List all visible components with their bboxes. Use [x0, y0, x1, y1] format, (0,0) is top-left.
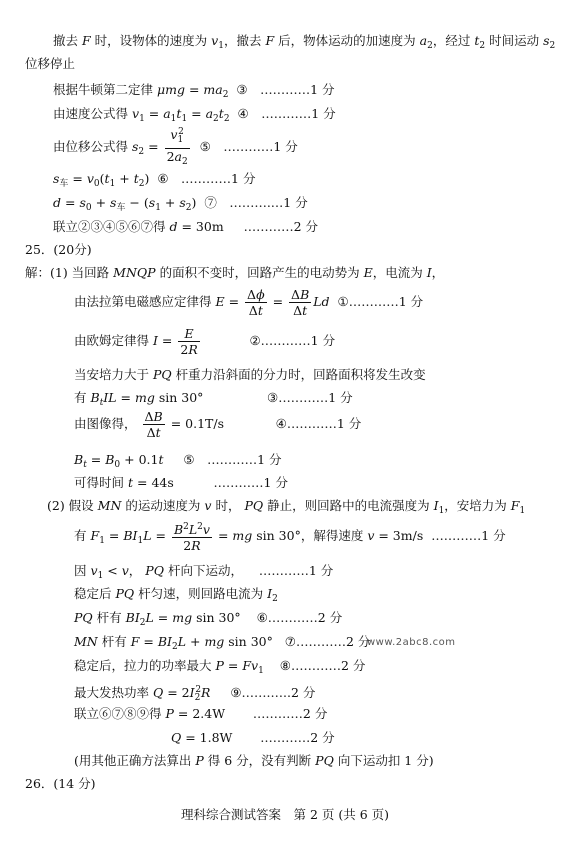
question-number [25, 242, 92, 258]
text-line: 可得时间 t = 44s …………1 分 [74, 475, 288, 490]
text: 由欧姆定律得 [74, 333, 150, 348]
text-line: Q = 1.8W …………2 分 [171, 730, 335, 745]
text: 的面积不变时，回路产生的电动势为 [159, 265, 360, 280]
text-line: $s_车 = v_0(t_1 + t_2)$ ⑥ …………1 分 [53, 171, 256, 189]
score-text: ⑧…………2 分 [279, 658, 366, 673]
text: 时，设物体的速度为 [94, 33, 208, 48]
text: (2) 假设 [47, 498, 94, 513]
text: 当安培力大于 [74, 367, 150, 382]
score-text: ⑤ …………1 分 [199, 139, 298, 154]
text: 有 [74, 390, 87, 405]
score-text: …………1 分 [431, 528, 506, 543]
text: 26．(14 分) [25, 776, 96, 791]
text: ，撤去 [223, 33, 262, 48]
watermark-text: www.2abc8.com [367, 637, 456, 648]
score-text: ⑥ …………1 分 [157, 171, 256, 186]
score-text: ③…………1 分 [266, 390, 353, 405]
text: ，经过 [432, 33, 471, 48]
text-line: 由法拉第电磁感应定律得 E = $\frac{\Delta\phi}{\Delta t}$ = $\frac{\Delta B}{\Delta t}$ Ld ①…………1 分 [74, 287, 424, 318]
text-line: 稳定后 PQ 杆匀速，则回路电流为 $I_2$ [74, 586, 278, 604]
score-text: ①…………1 分 [337, 294, 424, 309]
score-text: ④…………1 分 [275, 416, 362, 431]
text: 由位移公式得 [53, 139, 129, 154]
score-text: ②…………1 分 [249, 333, 336, 348]
text-line: 由速度公式得 $v_1 = a_1t_1 = a_2t_2$ ④ …………1 分 [53, 106, 336, 124]
text: 最大发热功率 [74, 685, 150, 700]
text: 稳定后，拉力的功率最大 [74, 658, 212, 673]
score-text: ④ …………1 分 [237, 106, 336, 121]
text-line: 由位移公式得 $s_2$ = $\frac{v_1^2}{2a_2}$ ⑤ …………1 分 [53, 127, 298, 167]
text: 25．(20分) [25, 242, 92, 257]
score-text: …………2 分 [260, 730, 335, 745]
text-line: (2) 假设 MN 的运动速度为 v 时， PQ 静止，则回路中的电流强度为 $I_1$，安培力为 $F_1$ [47, 498, 526, 516]
text: 联立⑥⑦⑧⑨得 [74, 706, 162, 721]
text-line: 撤去 F 时，设物体的速度为 $v_1$，撤去 F 后，物体运动的加速度为 $a_2$，经过 $t_2$ 时间运动 $s_2$ [53, 33, 556, 51]
text: 稳定后 [74, 586, 112, 601]
text: 由图像得， [74, 416, 137, 431]
text: 静止，则回路中的电流强度为 [267, 498, 430, 513]
score-text: …………1 分 [258, 563, 334, 578]
text: 时间运动 [489, 33, 540, 48]
text-line: 因 $v_1 < v$， PQ 杆向下运动， …………1 分 [74, 563, 334, 581]
text: 时， [215, 498, 241, 513]
text: 杆有 [101, 634, 127, 649]
score-text: ⑦…………2 分 [284, 634, 371, 649]
score-text: …………2 分 [252, 706, 328, 721]
text: 撤去 [53, 33, 79, 48]
text: 可得时间 [74, 475, 125, 490]
text: ， [128, 563, 142, 578]
score-text: ⑥…………2 分 [256, 610, 343, 625]
text: 杆重力沿斜面的分力时，回路面积将发生改变 [175, 367, 426, 382]
text-line: 当安培力大于 PQ 杆重力沿斜面的分力时，回路面积将发生改变 [74, 367, 426, 382]
text: 由速度公式得 [53, 106, 129, 121]
text: ，解得速度 [300, 528, 364, 543]
text: 联立②③④⑤⑥⑦得 [53, 219, 166, 234]
score-text: ⑤ …………1 分 [183, 452, 282, 467]
question-number [25, 776, 96, 792]
text: 的运动速度为 [125, 498, 201, 513]
text: 得 6 分，没有判断 [207, 753, 312, 768]
text: 有 [74, 528, 87, 543]
score-text: ⑦ ……….…1 分 [204, 195, 308, 210]
text-line: 有 $F_1 = BI_1L$ = $\frac{B^2L^2v}{2R}$ = mg sin 30°，解得速度 v = 3m/s …………1 分 [74, 522, 506, 553]
text-line [25, 56, 75, 72]
text-line: $d = s_0 + s_车 - (s_1 + s_2)$ ⑦ ……….…1 分 [53, 195, 308, 213]
text-line: MN 杆有 $F = BI_2L$ + mg sin 30° ⑦…………2 分 [74, 634, 371, 652]
text: 解：(1) 当回路 [25, 265, 110, 280]
text: 因 [74, 563, 87, 578]
text-line: (用其他正确方法算出 P 得 6 分，没有判断 PQ 向下运动扣 1 分) [74, 753, 434, 768]
text: 向下运动扣 1 分) [337, 753, 434, 768]
score-text: …………1 分 [213, 475, 288, 490]
text: (用其他正确方法算出 [74, 753, 192, 768]
score-text: ⑨…….…..2 分 [230, 685, 316, 700]
page-footer: 理科综合测试答案 第 2 页 (共 6 页) [180, 807, 390, 822]
text: ，电流为 [372, 265, 423, 280]
text-line: 联立②③④⑤⑥⑦得 d = 30m …………2 分 [53, 219, 318, 234]
text-line: 由欧姆定律得 I = $\frac{E}{2R}$ ②…………1 分 [74, 326, 336, 357]
text: ，安培力为 [444, 498, 507, 513]
text: ， [431, 265, 445, 280]
text-line: 由图像得， $\frac{\Delta B}{\Delta t}$ = 0.1T/s ④…………1 分 [74, 409, 362, 440]
text-line: 稳定后，拉力的功率最大 $P = Fv_1$ ⑧…………2 分 [74, 658, 366, 676]
text: 杆匀速，则回路电流为 [138, 586, 264, 601]
text-line: PQ 杆有 $BI_2L$ = mg sin 30° ⑥…………2 分 [74, 610, 343, 628]
text: 杆有 [96, 610, 122, 625]
text: 根据牛顿第二定律 [53, 82, 154, 97]
text: 后，物体运动的加速度为 [278, 33, 416, 48]
text-line: 根据牛顿第二定律 $\mu mg = ma_2$ ③ …………1 分 [53, 82, 335, 100]
score-text: ③ …………1 分 [236, 82, 335, 97]
text-line: $B_t = B_0 + 0.1t$ ⑤ …………1 分 [74, 452, 282, 470]
text: 位移停止 [25, 56, 76, 71]
text: 由法拉第电磁感应定律得 [74, 294, 212, 309]
text: 杆向下运动， [167, 563, 243, 578]
score-text: …………2 分 [243, 219, 318, 234]
text-line: 有 $B_tIL$ = mg sin 30° ③…………1 分 [74, 390, 353, 408]
text-line: 最大发热功率 $Q = 2I_2^2R$ ⑨…….…..2 分 [74, 685, 316, 703]
text-line: 解：(1) 当回路 MNQP 的面积不变时，回路产生的电动势为 E，电流为 I， [25, 265, 445, 280]
text-line: 联立⑥⑦⑧⑨得 P = 2.4W …………2 分 [74, 706, 328, 721]
